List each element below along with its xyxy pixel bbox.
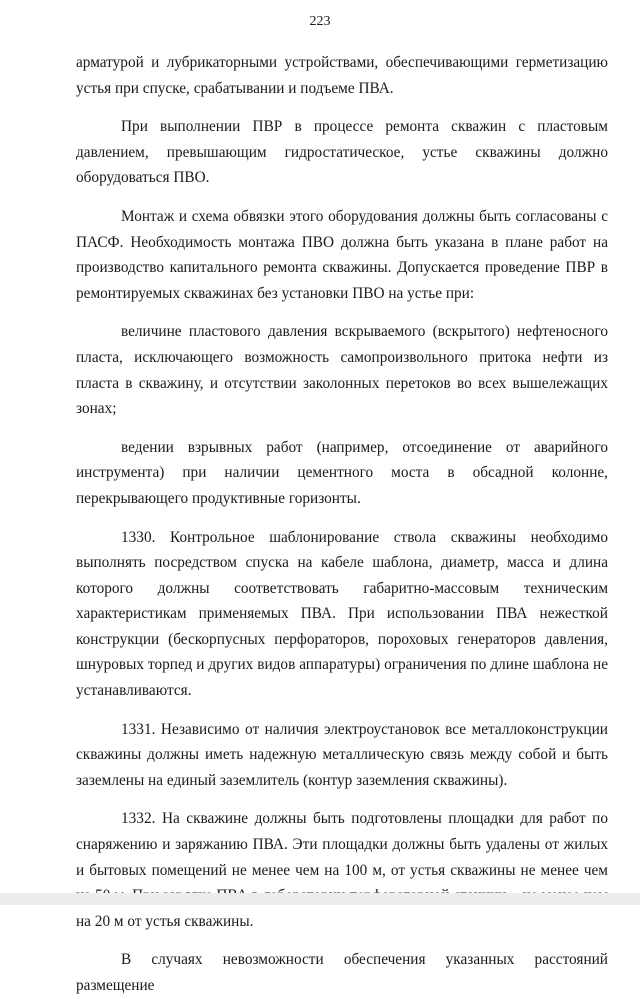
paragraph-1330: 1330. Контрольное шаблонирование ствола скважины необходимо выполнять посредством спуска на кабеле шаблона, диаметр, масса и длина которого должны соответствовать габаритно-массовым техническим характеристикам применяемых ПВА. При использовании ПВА нежесткой конструкции (бескорпусных перфораторов, пороховых генераторов давления, шнуровых торпед и других видов аппаратуры) ограничения по длине шаблона не устанавливаются. xyxy=(76,528,608,700)
scan-bottom-edge xyxy=(0,893,640,905)
paragraph-condition-pressure: величине пластового давления вскрываемого (вскрытого) нефтеносного пласта, исключающего возможность самопроизвольного притока нефти из пласта в скважину, и отсутствии заколонных перетоков во всех вышележащих зонах; xyxy=(76,323,608,418)
paragraph-1331: 1331. Независимо от наличия электроустановок все металлоконструкции скважины должны иметь надежную металлическую связь между собой и быть заземлены на единый заземлитель (контур заземления скважины). xyxy=(76,720,608,789)
paragraph-condition-cement-bridge: ведении взрывных работ (например, отсоединение от аварийного инструмента) при наличии цементного моста в обсадной колонне, перекрывающего продуктивные горизонты. xyxy=(76,438,608,507)
paragraph-distance-exception: В случаях невозможности обеспечения указанных расстояний размещение xyxy=(76,951,608,994)
paragraph-pvo-installation: Монтаж и схема обвязки этого оборудования должны быть согласованы с ПАСФ. Необходимость монтажа ПВО должна быть указана в плане работ на производство капитального ремонта скважины. Допускается проведение ПВР в ремонтируемых скважинах без установки ПВО на устье при: xyxy=(76,207,608,302)
paragraph-pvr-overpressure: При выполнении ПВР в процессе ремонта скважин с пластовым давлением, превышающим гидростатическое, устье скважины должно оборудоваться ПВО. xyxy=(76,118,608,187)
body-text xyxy=(76,50,608,999)
paragraph-continuation: арматурой и лубрикаторными устройствами, обеспечивающими герметизацию устья при спуске, срабатывании и подъеме ПВА. xyxy=(76,54,608,97)
page-number: 223 xyxy=(309,14,331,29)
paragraph-1332: 1332. На скважине должны быть подготовлены площадки для работ по снаряжению и заряжанию ПВА. Эти площадки должны быть удалены от жилых и бытовых помещений не менее чем на 100 м, от устья скважины не менее чем на 20 м от устья скважины. xyxy=(76,810,608,930)
